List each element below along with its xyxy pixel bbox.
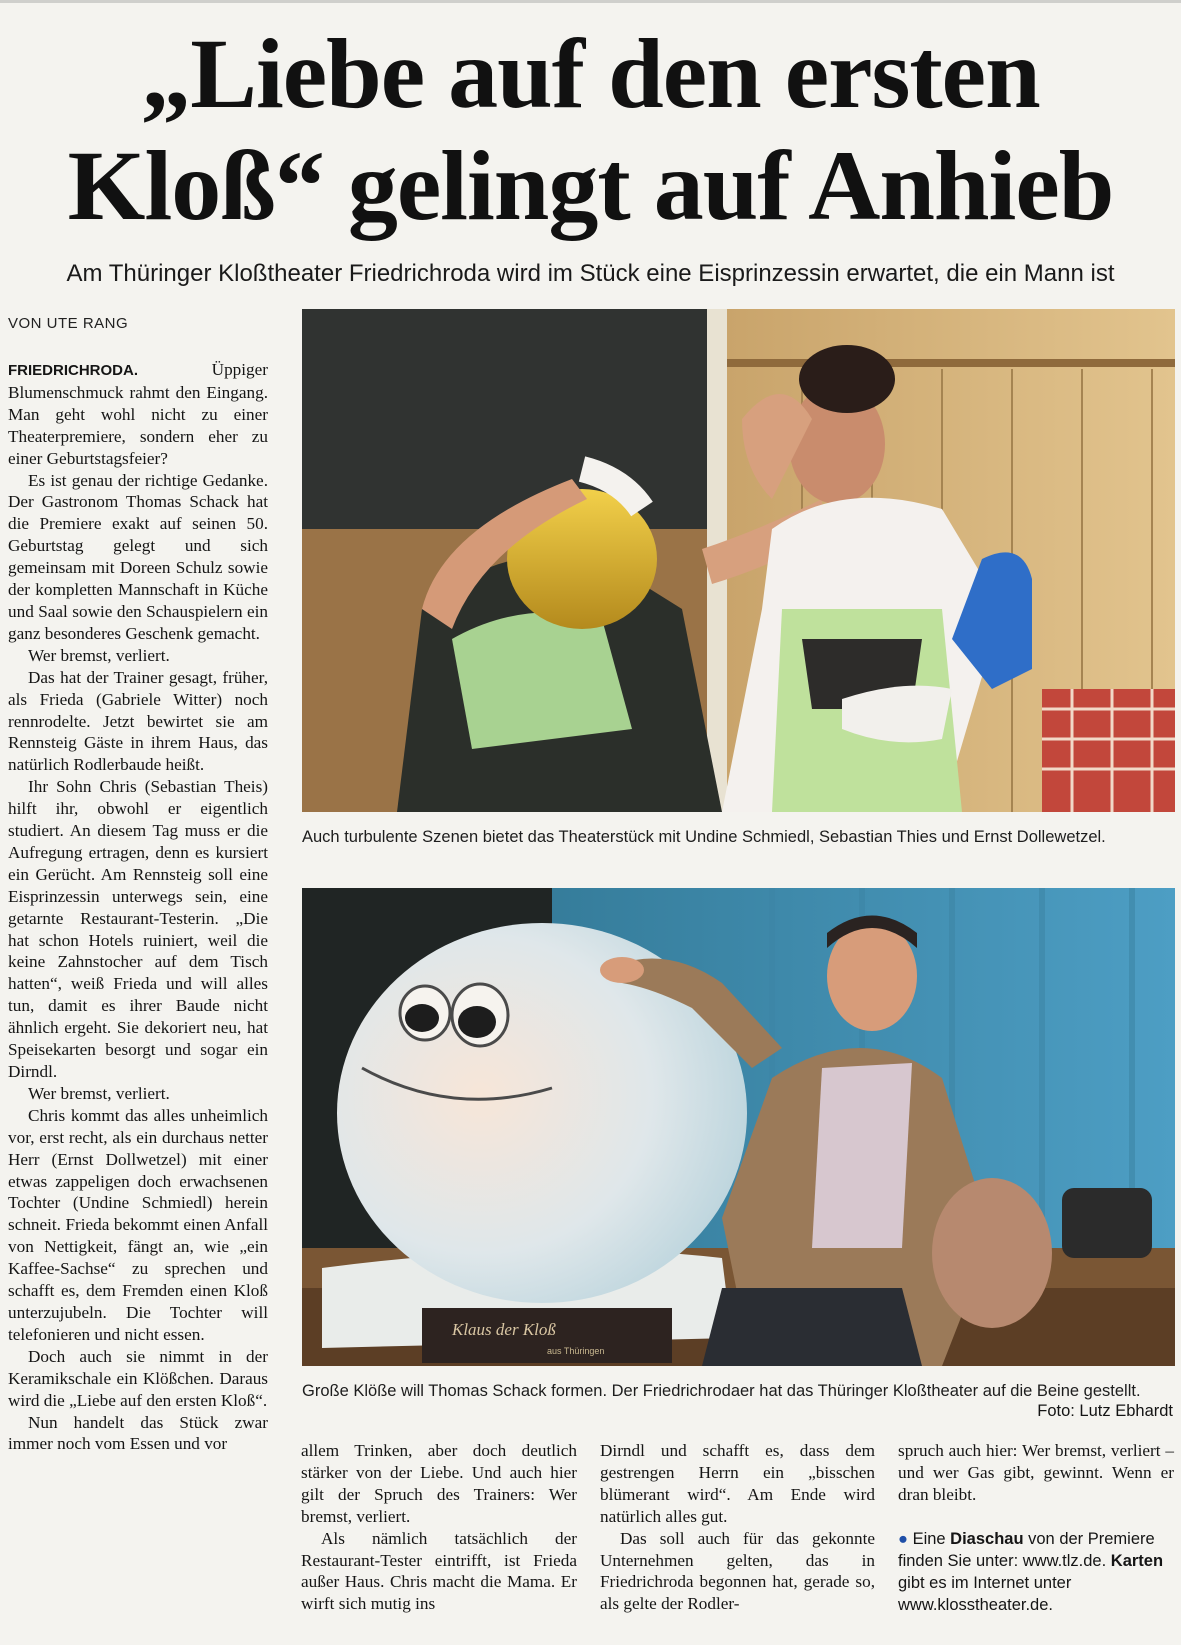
info-bold: Diaschau xyxy=(950,1529,1024,1548)
paragraph: Es ist genau der richtige Gedanke. Der Gastronom Thomas Schack hat die Premiere exakt auf seinen 50. Geburtstag gelegt und sich gemeinsam mit Doreen Schulz sowie der kompletten Mannschaft in Küche und Saal sowie den Schauspielern ein ganz besonderes Geschenk gemacht. xyxy=(8,470,268,643)
prop-sublabel-text: aus Thüringen xyxy=(547,1346,605,1356)
info-bold: Karten xyxy=(1110,1551,1164,1570)
paragraph: Doch auch sie nimmt in der Keramikschale ein Klößchen. Daraus wird die „Liebe auf den ersten Kloß“. xyxy=(8,1346,268,1410)
info-text: gibt es im Internet unter www.klosstheater.de. xyxy=(898,1573,1072,1614)
photo-theater-scene xyxy=(302,309,1175,812)
byline: VON UTE RANG xyxy=(8,315,129,332)
subheadline: Am Thüringer Kloßtheater Friedrichroda wird im Stück eine Eisprinzessin erwartet, die ein Mann ist xyxy=(66,260,1115,287)
paragraph: Dirndl und schafft es, dass dem gestrengen Herrn ein „bisschen blümerant wird“. Am Ende wird natürlich alles gut. xyxy=(600,1441,875,1526)
page-top-rule xyxy=(0,0,1181,3)
headline xyxy=(0,18,1181,242)
bullet-icon: ● xyxy=(898,1529,913,1548)
paragraph: Wer bremst, verliert. xyxy=(28,1083,170,1103)
paragraph: spruch auch hier: Wer bremst, verliert – und wer Gas gibt, gewinnt. Wenn er dran bleibt. xyxy=(898,1441,1174,1504)
paragraph: allem Trinken, aber doch deutlich stärker von der Liebe. Und auch hier gilt der Spruch des Trainers: Wer bremst, verliert. xyxy=(301,1441,577,1526)
paragraph: Das soll auch für das gekonnte Unternehmen gelten, das in Friedrichroda begonnen hat, gerade so, als gelte der Rodler- xyxy=(600,1528,875,1614)
article-column-2 xyxy=(301,1440,577,1615)
photo-caption-2: Große Klöße will Thomas Schack formen. Der Friedrichrodaer hat das Thüringer Kloßtheater auf die Beine gestellt. xyxy=(302,1382,1141,1400)
article-column-3 xyxy=(600,1440,875,1615)
photo-caption-1: Auch turbulente Szenen bietet das Theaterstück mit Undine Schmiedl, Sebastian Thies und Ernst Dollewetzel. xyxy=(302,828,1106,846)
article-column-4 xyxy=(898,1440,1174,1616)
paragraph: Chris kommt das alles unheimlich vor, erst recht, als ein durchaus netter Herr (Ernst Dollwetzel) mit einer etwas zappeligen doch erwachsenen Tochter (Undine Schmiedl) herein schneit. Frieda bekommt einen Anfall von Nettigkeit, fängt an, wie „ein Kaffee-Sachse“ zu sprechen und schafft es, dem Fremden einen Kloß unterzujubeln. Die Tochter will telefonieren und nicht essen. xyxy=(8,1105,268,1344)
paragraph: Das hat der Trainer gesagt, früher, als Frieda (Gabriele Witter) noch rennrodelte. Jetzt bewirtet sie am Rennsteig Gäste in ihrem Haus, das natürlich Rodlerbaude heißt. xyxy=(8,667,268,775)
paragraph: Nun handelt das Stück zwar immer noch vom Essen und vor xyxy=(8,1412,268,1454)
photo-dumpling-prop xyxy=(302,888,1175,1366)
headline-line-1: „Liebe auf den ersten xyxy=(141,18,1040,129)
prop-label-text: Klaus der Kloß xyxy=(452,1320,556,1339)
info-box xyxy=(898,1528,1174,1616)
photo-credit: Foto: Lutz Ebhardt xyxy=(1037,1402,1173,1420)
info-text: von der Premiere finden Sie unter: www.tlz.de. xyxy=(898,1529,1155,1570)
info-text: Eine xyxy=(912,1529,951,1548)
paragraph: Wer bremst, verliert. xyxy=(28,645,170,665)
dateline: FRIEDRICHRODA. xyxy=(8,362,138,379)
paragraph xyxy=(8,359,268,470)
paragraph: Ihr Sohn Chris (Sebastian Theis) hilft ihr, obwohl er eigentlich studiert. An diesem Tag muss er die Aufregung ertragen, denn es kursiert ein Gerücht. Am Rennsteig soll eine Eisprinzessin unterwegs sein, eine getarnte Restaurant-Testerin. „Die hat schon Hotels ruiniert, weil die keine Zahnstocher auf dem Tisch hatten“, weiß Frieda und will alles tun, damit es ihrer Baude nicht ähnlich ergeht. Sie dekoriert neu, hat Speisekarten besorgt und sogar ein Dirndl. xyxy=(8,777,268,1081)
paragraph: Als nämlich tatsächlich der Restaurant-Tester eintrifft, ist Frieda außer Haus. Chris macht die Mama. Er wirft sich mutig ins xyxy=(301,1528,577,1614)
article-column-1 xyxy=(8,359,268,1455)
paragraph-text: Üppiger Blumenschmuck rahmt den Eingang. Man geht wohl nicht zu einer Theaterpremiere, sondern eher zu einer Geburtstagsfeier? xyxy=(8,360,268,468)
headline-line-2: Kloß“ gelingt auf Anhieb xyxy=(67,130,1114,241)
